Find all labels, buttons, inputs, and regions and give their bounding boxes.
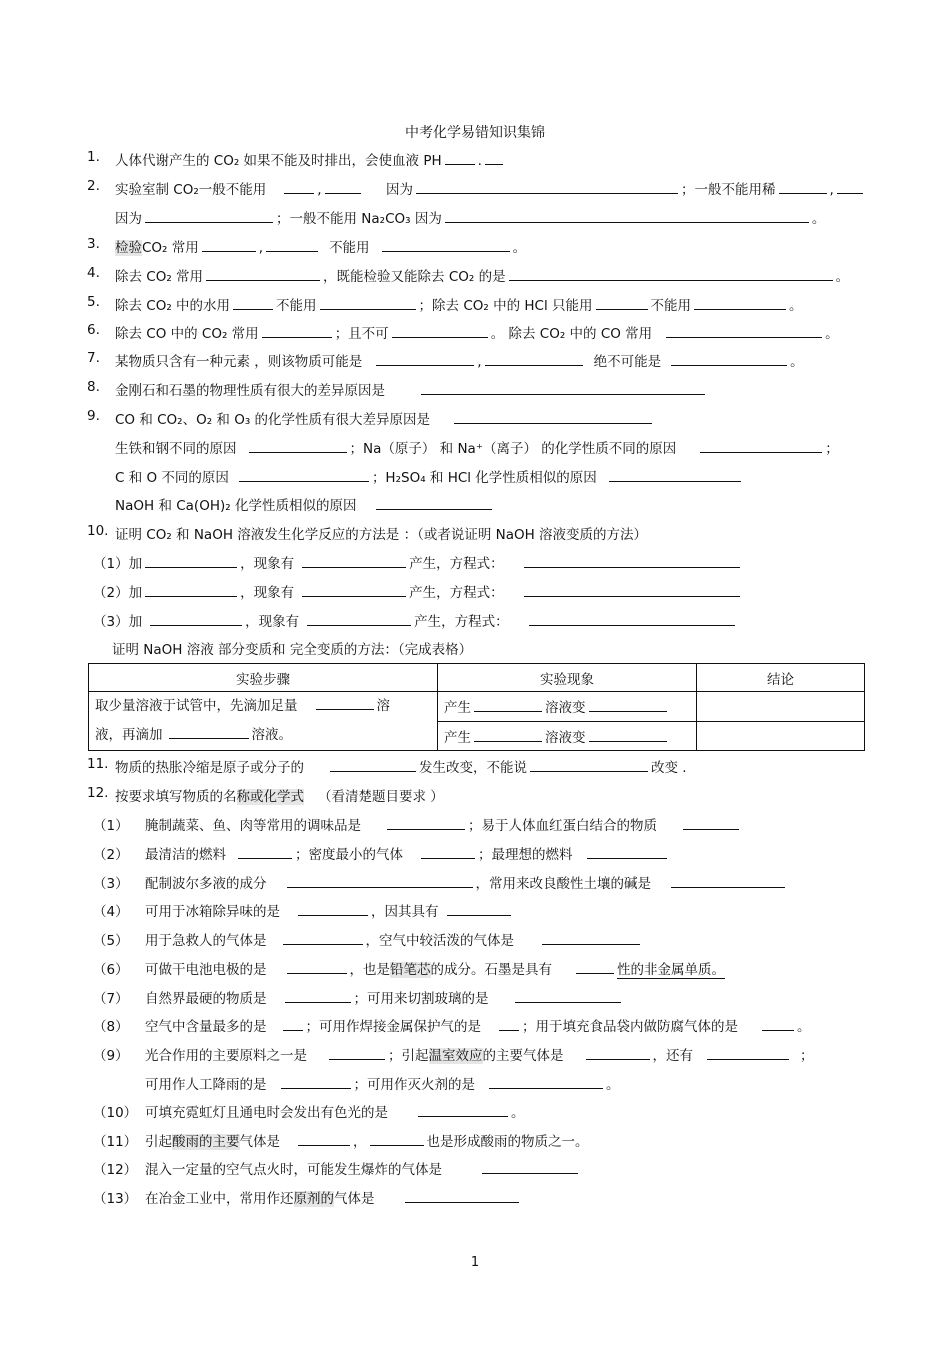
item-end: 。 bbox=[511, 1105, 525, 1121]
item-blank-2[interactable] bbox=[421, 843, 475, 859]
step-text-a: 取少量溶液于试管中，先滴加足量 bbox=[95, 698, 298, 714]
item-text-2: ；可用来切割玻璃的是 bbox=[353, 991, 489, 1007]
q12-part-a: 按要求填写物质的名 bbox=[115, 789, 237, 805]
q9-line1 bbox=[115, 408, 655, 428]
item-number: （10） bbox=[93, 1105, 138, 1121]
q3-blank-2[interactable] bbox=[266, 236, 318, 252]
item-blank-1[interactable] bbox=[238, 843, 292, 859]
q6-text bbox=[115, 322, 839, 342]
q7-blank-3[interactable] bbox=[671, 350, 787, 366]
q9-line2 bbox=[115, 437, 839, 457]
item-text-3: ；最理想的燃料 bbox=[478, 847, 573, 863]
q9-semi: ； bbox=[825, 441, 839, 457]
q12-item-5 bbox=[93, 929, 514, 949]
q2-blank-6[interactable] bbox=[145, 207, 273, 223]
q3-number: 3. bbox=[87, 236, 100, 252]
q3-blank-3[interactable] bbox=[382, 236, 510, 252]
q10-s1-blank-3[interactable] bbox=[524, 552, 740, 568]
q4-number: 4. bbox=[87, 265, 100, 281]
table-cell-observation-1 bbox=[438, 692, 697, 722]
table-header-conclusion: 结论 bbox=[697, 664, 865, 692]
q12-highlight: 称或化学式 bbox=[236, 789, 304, 805]
table-header-steps: 实验步骤 bbox=[89, 664, 438, 692]
item-blank-1[interactable] bbox=[329, 1044, 385, 1060]
item-number: （1） bbox=[93, 818, 129, 834]
q7-number: 7. bbox=[87, 350, 100, 366]
q2-blank-1[interactable] bbox=[284, 178, 314, 194]
q3-end: 。 bbox=[512, 240, 527, 256]
q5-text bbox=[115, 294, 803, 314]
q9-part-a: CO 和 CO₂、O₂ 和 O₃ 的化学性质有很大差异原因是 bbox=[115, 412, 431, 428]
q5-blank-4[interactable] bbox=[694, 294, 786, 310]
q6-part-a: 除去 CO 中的 CO₂ 常用 bbox=[115, 326, 259, 342]
q3-text bbox=[115, 236, 526, 256]
q9-blank-3[interactable] bbox=[700, 437, 822, 453]
q10-s1-blank-1[interactable] bbox=[145, 552, 237, 568]
item-blank-1[interactable] bbox=[285, 987, 351, 1003]
obs1-text-b: 溶液变 bbox=[545, 700, 586, 717]
q10-s3-mid2: 产生，方程式： bbox=[414, 614, 509, 630]
item-number: （11） bbox=[93, 1134, 138, 1150]
q10-s3-blank-3[interactable] bbox=[529, 610, 735, 626]
step-blank-2[interactable] bbox=[169, 723, 249, 739]
q4-blank-1[interactable] bbox=[206, 265, 320, 281]
table-cell-conclusion-2[interactable] bbox=[697, 721, 865, 751]
q9-part-e: ；H₂SO₄ 和 HCl 化学性质相似的原因 bbox=[371, 470, 597, 486]
q10-s2-label: （2）加 bbox=[93, 585, 143, 601]
item-text-1: 可做干电池电极的是 bbox=[145, 962, 267, 978]
item-text-2: ，也是 bbox=[349, 962, 390, 978]
q9-blank-6[interactable] bbox=[376, 494, 492, 510]
page-title: 中考化学易错知识集锦 bbox=[405, 125, 545, 141]
q11-blank-1[interactable] bbox=[330, 756, 416, 772]
q12-part-b: （看清楚题目要求 ） bbox=[318, 789, 444, 805]
q10-s2-blank-1[interactable] bbox=[145, 581, 237, 597]
experiment-table bbox=[88, 663, 865, 751]
item-body bbox=[145, 1187, 522, 1207]
item-blank-2[interactable] bbox=[499, 1015, 519, 1031]
item-text-3: ， bbox=[353, 1134, 367, 1150]
item-blank-1[interactable] bbox=[387, 814, 465, 830]
q9-part-d: C 和 O 不同的原因 bbox=[115, 470, 229, 486]
item-blank-2[interactable] bbox=[586, 1044, 650, 1060]
q2-part-a: 实验室制 CO₂一般不能用 bbox=[115, 182, 267, 198]
q2-blank-5[interactable] bbox=[837, 178, 863, 194]
q12-item-12 bbox=[93, 1158, 442, 1178]
item-body bbox=[145, 1130, 589, 1150]
q10-method-2 bbox=[93, 581, 743, 601]
q11-part-a: 物质的热胀冷缩是原子或分子的 bbox=[115, 760, 304, 776]
item-text-1: 在冶金工业中，常用作还 bbox=[145, 1191, 294, 1207]
item-blank-1[interactable] bbox=[482, 1158, 578, 1174]
item-text-6: ；可用作灭火剂的是 bbox=[353, 1077, 475, 1093]
q4-part-b: ，既能检验又能除去 CO₂ 的是 bbox=[323, 269, 506, 285]
item-text-1: 空气中含量最多的是 bbox=[145, 1019, 267, 1035]
q7-end: 。 bbox=[790, 354, 804, 370]
item-body bbox=[145, 843, 670, 863]
q6-end: 。 bbox=[825, 326, 839, 342]
item-text-1: 光合作用的主要原料之一是 bbox=[145, 1048, 307, 1064]
q12-item-13 bbox=[93, 1187, 375, 1207]
q12-item-11 bbox=[93, 1130, 589, 1150]
item-text-1: 配制波尔多液的成分 bbox=[145, 876, 267, 892]
q10-s2-blank-3[interactable] bbox=[524, 581, 740, 597]
table-header-observation: 实验现象 bbox=[438, 664, 697, 692]
item-text-1: 用于急救人的气体是 bbox=[145, 933, 267, 949]
q1-text bbox=[115, 149, 506, 169]
item-blank-1[interactable] bbox=[283, 1015, 303, 1031]
item-text-1: 最清洁的燃料 bbox=[145, 847, 226, 863]
q4-end: 。 bbox=[835, 269, 850, 285]
item-text-1: 可填充霓虹灯且通电时会发出有色光的是 bbox=[145, 1105, 388, 1121]
q2-blank-7[interactable] bbox=[445, 207, 809, 223]
item-number: （6） bbox=[93, 962, 129, 978]
q2-line2 bbox=[115, 207, 825, 227]
item-text-1: 腌制蔬菜、鱼、肉等常用的调味品是 bbox=[145, 818, 361, 834]
item-text-2: ；密度最小的气体 bbox=[295, 847, 403, 863]
item-text-4: 也是形成酸雨的物质之一。 bbox=[426, 1134, 589, 1150]
q3-part-b: 不能用 bbox=[329, 240, 370, 256]
item-text-1: 混入一定量的空气点火时，可能发生爆炸的气体是 bbox=[145, 1162, 442, 1178]
table-cell-steps bbox=[89, 692, 438, 751]
step-text-d: 溶液。 bbox=[251, 727, 292, 743]
q10-proof: 证明 NaOH 溶液 部分变质和 完全变质的方法：（完成表格） bbox=[112, 642, 473, 658]
item-body bbox=[145, 1101, 525, 1121]
q7-blank-2[interactable] bbox=[485, 350, 583, 366]
item-number: （2） bbox=[93, 847, 129, 863]
q1-prompt: 人体代谢产生的 CO₂ 如果不能及时排出，会使血液 PH bbox=[115, 153, 442, 169]
obs1-blank-2[interactable] bbox=[589, 696, 667, 712]
step-text-b: 溶 bbox=[376, 698, 390, 714]
item-blank-4[interactable] bbox=[281, 1073, 351, 1089]
q9-part-c: ；Na（原子） 和 Na⁺（离子） 的化学性质不同的原因 bbox=[349, 441, 677, 457]
q1-tail: . bbox=[477, 153, 482, 169]
obs1-text-a: 产生 bbox=[444, 700, 471, 717]
q5-part-b: 不能用 bbox=[276, 298, 317, 314]
q6-blank-2[interactable] bbox=[392, 322, 488, 338]
page-number: 1 bbox=[470, 1255, 480, 1270]
table-cell-observation-2 bbox=[438, 721, 697, 751]
q8-part-a: 金刚石和石墨的物理性质有很大的差异原因是 bbox=[115, 383, 385, 399]
item-blank-2[interactable] bbox=[576, 958, 614, 974]
item-text-2: ；可用作焊接金属保护气的是 bbox=[305, 1019, 481, 1035]
q9-blank-4[interactable] bbox=[239, 466, 369, 482]
q7-blank-1[interactable] bbox=[376, 350, 474, 366]
q1-number: 1. bbox=[87, 149, 100, 165]
table-header-row bbox=[89, 664, 865, 692]
item-body bbox=[145, 929, 643, 949]
q3-blank-1[interactable] bbox=[202, 236, 256, 252]
item-blank-1[interactable] bbox=[283, 929, 363, 945]
item-text-2: 气体是 bbox=[334, 1191, 375, 1207]
q3-comma: , bbox=[258, 240, 264, 256]
item-text-4: ，还有 bbox=[652, 1048, 693, 1064]
q10-s3-mid: ，现象有 bbox=[245, 614, 300, 630]
item-body bbox=[145, 958, 725, 978]
item-highlight: 酸雨的主要 bbox=[172, 1134, 240, 1150]
item-body bbox=[145, 1015, 811, 1035]
q2-line1b: 因为 ；一般不能用稀 , bbox=[386, 178, 866, 198]
item-body bbox=[145, 987, 624, 1007]
step-text-c: 液，再滴加 bbox=[95, 727, 163, 743]
q7-part-b: 绝不可能是 bbox=[593, 354, 662, 370]
q9-blank-5[interactable] bbox=[609, 466, 741, 482]
q10-s2-mid: ，现象有 bbox=[240, 585, 295, 601]
obs1-blank-1[interactable] bbox=[474, 696, 542, 712]
q10-s1-label: （1）加 bbox=[93, 556, 143, 572]
item-blank-2[interactable] bbox=[370, 1130, 424, 1146]
obs2-text-b: 溶液变 bbox=[545, 729, 586, 746]
q4-blank-2[interactable] bbox=[509, 265, 833, 281]
q9-part-b: 生铁和钢不同的原因 bbox=[115, 441, 237, 457]
item-blank-2[interactable] bbox=[683, 814, 739, 830]
item-body bbox=[145, 1158, 581, 1178]
item-number: （13） bbox=[93, 1191, 138, 1207]
item-blank-3[interactable] bbox=[707, 1044, 789, 1060]
obs2-text-a: 产生 bbox=[444, 729, 471, 746]
q5-part-c: ；除去 CO₂ 中的 HCl 只能用 bbox=[418, 298, 593, 314]
item-blank-2[interactable] bbox=[515, 987, 621, 1003]
q9-part-f: NaOH 和 Ca(OH)₂ 化学性质相似的原因 bbox=[115, 498, 357, 514]
q6-number: 6. bbox=[87, 322, 100, 338]
item-text-2: ，因其具有 bbox=[371, 904, 439, 920]
q7-part-a: 某物质只含有一种元素 ，则该物质可能是 bbox=[115, 354, 363, 370]
item-blank-1[interactable] bbox=[287, 872, 473, 888]
item-highlight: 原剂的 bbox=[293, 1191, 334, 1207]
obs2-blank-1[interactable] bbox=[474, 726, 542, 742]
q4-part-a: 除去 CO₂ 常用 bbox=[115, 269, 204, 285]
item-end: 。 bbox=[606, 1077, 620, 1093]
item-number: （9） bbox=[93, 1048, 129, 1064]
q5-blank-2[interactable] bbox=[320, 294, 416, 310]
q8-number: 8. bbox=[87, 379, 100, 395]
q2-part-d: 因为 bbox=[115, 211, 142, 227]
q2-part-c: ；一般不能用稀 bbox=[681, 182, 776, 198]
item-text-1: 自然界最硬的物质是 bbox=[145, 991, 267, 1007]
q11-part-c: 改变 . bbox=[651, 760, 687, 776]
q6-part-c: 。 除去 CO₂ 中的 CO 常用 bbox=[490, 326, 653, 342]
q12-text bbox=[115, 785, 444, 805]
q1-blank-2[interactable] bbox=[485, 149, 503, 165]
q10-s3-label: （3）加 bbox=[93, 614, 143, 630]
obs2-blank-2[interactable] bbox=[589, 726, 667, 742]
item-blank-2[interactable] bbox=[542, 929, 640, 945]
item-blank-1[interactable] bbox=[298, 900, 368, 916]
item-number: （7） bbox=[93, 991, 129, 1007]
item-body bbox=[145, 900, 514, 920]
item-body bbox=[145, 1044, 814, 1064]
q2-part-e: ；一般不能用 Na₂CO₃ 因为 bbox=[276, 211, 442, 227]
q5-part-a: 除去 CO₂ 中的水用 bbox=[115, 298, 231, 314]
q6-part-b: ；且不可 bbox=[334, 326, 389, 342]
q3-part-a: CO₂ 常用 bbox=[142, 240, 199, 256]
q7-comma: , bbox=[477, 354, 482, 370]
q12-item-4 bbox=[93, 900, 439, 920]
item-blank-1[interactable] bbox=[405, 1187, 519, 1203]
q12-item-9 bbox=[93, 1044, 814, 1064]
item-text-2: ；引起 bbox=[388, 1048, 429, 1064]
q12-item-6 bbox=[93, 958, 725, 978]
item-highlight: 铅笔芯 bbox=[390, 962, 431, 978]
q7-text bbox=[115, 350, 804, 370]
table-cell-conclusion-1[interactable] bbox=[697, 692, 865, 722]
q5-blank-3[interactable] bbox=[596, 294, 648, 310]
q6-blank-3[interactable] bbox=[666, 322, 822, 338]
item-blank-3[interactable] bbox=[587, 843, 667, 859]
item-text-1: 可用于冰箱除异味的是 bbox=[145, 904, 280, 920]
item-number: （12） bbox=[93, 1162, 138, 1178]
item-body bbox=[145, 872, 788, 892]
q11-part-b: 发生改变，不能说 bbox=[419, 760, 527, 776]
q12-item-2 bbox=[93, 843, 573, 863]
q10-s3-blank-1[interactable] bbox=[150, 610, 242, 626]
q9-number: 9. bbox=[87, 408, 100, 424]
item-number: （4） bbox=[93, 904, 129, 920]
q10-s3-blank-2[interactable] bbox=[307, 610, 411, 626]
item-text-3: ；用于填充食品袋内做防腐气体的是 bbox=[522, 1019, 738, 1035]
q2-comma: , bbox=[317, 182, 322, 198]
q2-part-b: 因为 bbox=[386, 182, 413, 198]
q12-item-1 bbox=[93, 814, 657, 834]
q10-s1-mid: ，现象有 bbox=[240, 556, 295, 572]
q8-text bbox=[115, 379, 708, 399]
q9-line4 bbox=[115, 494, 495, 514]
item-blank-1[interactable] bbox=[418, 1101, 508, 1117]
step-blank-1[interactable] bbox=[316, 694, 374, 710]
item-text-2: ；易于人体血红蛋白结合的物质 bbox=[468, 818, 657, 834]
q10-s2-mid2: 产生，方程式： bbox=[409, 585, 504, 601]
q12-item-9-line2 bbox=[145, 1073, 620, 1093]
q1-blank[interactable] bbox=[445, 149, 475, 165]
q5-number: 5. bbox=[87, 294, 100, 310]
q10-s1-mid2: 产生，方程式： bbox=[409, 556, 504, 572]
item-number: （3） bbox=[93, 876, 129, 892]
q10-s2-blank-2[interactable] bbox=[302, 581, 406, 597]
q10-text: 证明 CO₂ 和 NaOH 溶液发生化学反应的方法是 ：（或者说证明 NaOH 溶液变质的方法） bbox=[115, 527, 648, 543]
q12-item-7 bbox=[93, 987, 489, 1007]
item-text-2: 气体是 bbox=[239, 1134, 280, 1150]
q10-method-1 bbox=[93, 552, 743, 572]
q2-number: 2. bbox=[87, 178, 100, 194]
q12-item-8 bbox=[93, 1015, 811, 1035]
q6-blank-1[interactable] bbox=[262, 322, 332, 338]
q4-text bbox=[115, 265, 849, 285]
q3-highlight: 检验 bbox=[115, 240, 142, 256]
item-blank-1[interactable] bbox=[298, 1130, 350, 1146]
q9-blank-1[interactable] bbox=[454, 408, 652, 424]
q5-part-d: 不能用 bbox=[650, 298, 692, 314]
q5-end: 。 bbox=[789, 298, 803, 314]
q10-s1-blank-2[interactable] bbox=[302, 552, 406, 568]
q2-blank-4[interactable] bbox=[779, 178, 827, 194]
q5-blank-1[interactable] bbox=[233, 294, 273, 310]
item-highlight: 温室效应 bbox=[428, 1048, 483, 1064]
item-number: （5） bbox=[93, 933, 129, 949]
item-text-3: 的主要气体是 bbox=[482, 1048, 564, 1064]
q2-blank-3[interactable] bbox=[416, 178, 678, 194]
q10-number: 10. bbox=[87, 523, 109, 539]
q11-number: 11. bbox=[87, 756, 109, 772]
item-number: （8） bbox=[93, 1019, 129, 1035]
q9-blank-2[interactable] bbox=[249, 437, 347, 453]
q12-item-3 bbox=[93, 872, 651, 892]
q12-item-10 bbox=[93, 1101, 525, 1121]
item-text-5: 可用作人工降雨的是 bbox=[145, 1077, 267, 1093]
q2-line1 bbox=[115, 178, 364, 198]
item-text-3: 的成分。石墨是具有 bbox=[430, 962, 552, 978]
item-body bbox=[145, 814, 742, 834]
q2-end: 。 bbox=[811, 211, 826, 227]
q9-line3 bbox=[115, 466, 744, 486]
item-end: 。 bbox=[797, 1019, 811, 1035]
item-semi: ； bbox=[800, 1048, 814, 1064]
item-text-1: 引起 bbox=[145, 1134, 172, 1150]
item-text-2: ，常用来改良酸性土壤的碱是 bbox=[475, 876, 651, 892]
q12-number: 12. bbox=[87, 785, 109, 801]
item-blank-2[interactable] bbox=[447, 900, 511, 916]
table-row bbox=[89, 692, 865, 722]
q8-blank-1[interactable] bbox=[421, 379, 705, 395]
item-blank-3[interactable] bbox=[762, 1015, 794, 1031]
item-blank-5[interactable] bbox=[489, 1073, 603, 1089]
item-blank-2[interactable] bbox=[671, 872, 785, 888]
q11-text bbox=[115, 756, 687, 776]
item-text-2: ，空气中较活泼的气体是 bbox=[365, 933, 514, 949]
item-blank-1[interactable] bbox=[287, 958, 347, 974]
q10-method-3 bbox=[93, 610, 738, 630]
q2-blank-2[interactable] bbox=[325, 178, 361, 194]
q11-blank-2[interactable] bbox=[530, 756, 648, 772]
item-text-4: 性的非金属单质。 bbox=[617, 962, 725, 978]
